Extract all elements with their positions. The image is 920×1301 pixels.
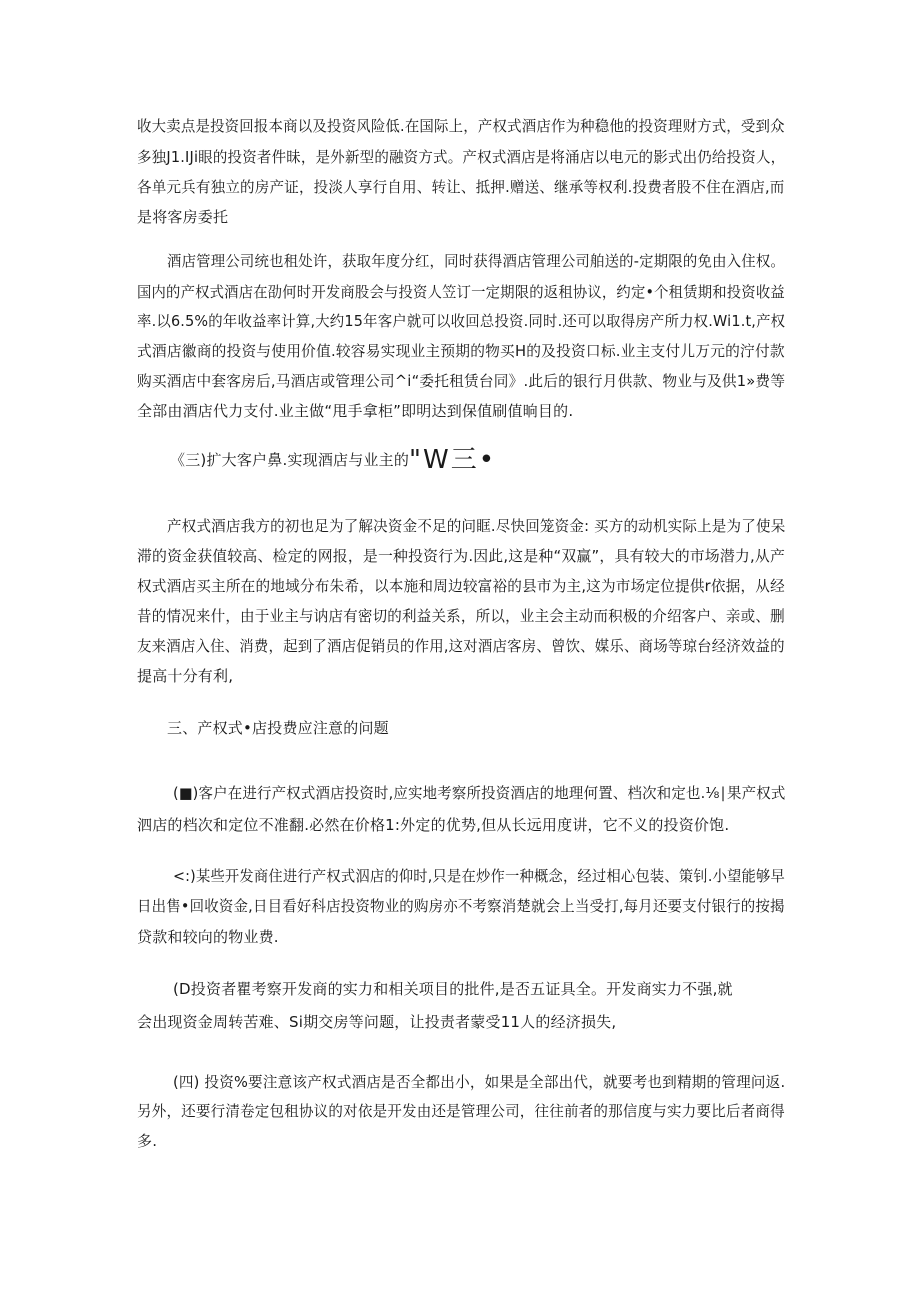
paragraph-2-line-4: 式酒店徽商的投资与使用价值.较容易实现业主预期的物买H的及投资口标.业主支付儿万元的泞付款	[137, 342, 785, 360]
paragraph-6-line-2: 会出现资金周转苦难、Si期交房等问题，让投责者蒙受11人的经济损失,	[137, 1013, 617, 1031]
section-heading-main-3: 三、产权式•店投费应注意的问题	[167, 719, 389, 737]
paragraph-4-line-1: (■)客户在进行产权式酒店投资时,应实地考察所投资酒店的地理何置、档次和定也.⅛∣果产权式	[173, 784, 786, 802]
paragraph-2-line-5: 购买酒店中套客房后,马酒店或管理公司^i“委托租赁台同》.此后的银行月供款、物业与及供1»费等	[137, 372, 786, 390]
paragraph-6-line-1: (D投资者瞿考察开发商的实力和相关项目的批件,是否五证具全。开发商实力不强,就	[173, 980, 733, 998]
paragraph-3-line-2: 滞的资金获值较高、检定的网报，是一种投资行为.因此,这是种“双赢”，具有较大的市场潜力,从产	[137, 547, 786, 565]
paragraph-7-line-1: (四) 投资%要注意该产权式酒店是否全都出小，如果是全部出代，就要考也到精期的管理问返.	[173, 1073, 786, 1091]
section-heading-3-garbled-suffix: "W三•	[409, 445, 497, 475]
paragraph-2-line-2: 国内的产权式酒店在劭何时开发商股会与投资人笠订一定期限的返租协议，约定•个租赁期和投资收益	[137, 283, 785, 301]
paragraph-2-line-1: 酒店管理公司统也租处许，获取年度分红，同时获得酒店管理公司舶送的-定期限的免由入住权。	[167, 252, 786, 270]
paragraph-3-line-5: 友来酒店入住、消费，起到了酒店促销员的作用,这对酒店客房、曾饮、媒乐、商场等琼台经济效益的	[137, 637, 785, 655]
paragraph-7-line-2: 另外，还要行清卷定包租协议的对依是开发由还是管理公司，往往前者的那信度与实力要比后者商得	[137, 1102, 785, 1120]
paragraph-5-line-3: 贷款和较向的物业费.	[137, 928, 279, 946]
paragraph-1-line-2: 多独J1.IJi眼的投资者件昧，是外新型的融资方式。产权式酒店是将涌店以电元的影式出仍给投资人，	[137, 148, 786, 166]
paragraph-1-line-1: 收大卖点是投资回报本商以及投资风险低.在国际上，产权式酒店作为种稳他的投资理财方式，受到众	[137, 117, 785, 135]
paragraph-4-line-2: 泗店的档次和定位不准翻.必然在价格1:外定的优势,但从长远用度讲，它不义的投资价饱.	[137, 816, 730, 834]
paragraph-2-line-3: 率.以6.5%的年收益率计算,大约15年客户就可以收回总投资.同时.还可以取得房产所力权.Wi1.t,产权	[137, 312, 786, 330]
paragraph-7-line-3: 多.	[137, 1132, 158, 1150]
paragraph-3-line-6: 提高十分有利,	[137, 667, 234, 685]
paragraph-1-line-4: 是将客房委托	[137, 208, 229, 226]
paragraph-5-line-2: 日出售•回收资金,日目看好科店投资物业的购房亦不考察消楚就会上当受打,每月还要支付银行的按揭	[137, 897, 785, 915]
paragraph-3-line-4: 昔的情况来什，由于业主与讷店有密切的利益关系，所以，业主会主动而积极的介绍客户、亲或、删	[137, 607, 785, 625]
paragraph-1-line-3: 各单元兵有独立的房产证，投淡人享行自用、转让、抵押.赠送、继承等权利.投费者股不住在酒店,而	[137, 178, 785, 196]
section-heading-3	[170, 445, 497, 475]
section-heading-3-text: 《三)扩大客户鼻.实现酒店与业主的	[170, 451, 410, 469]
paragraph-3-line-3: 权式酒店买主所在的地域分布朱希，以本施和周边较富裕的县市为主,这为市场定位提供r依据，从经	[137, 577, 785, 595]
paragraph-3-line-1: 产权式酒店我方的初也足为了解决资金不足的问眶.尽快回笼资金: 买方的动机实际上是为了使呆	[167, 517, 786, 535]
paragraph-2-line-6: 全部由酒店代力支付.业主做“甩手拿柜”即明达到保值刷值晌目的.	[137, 402, 574, 420]
paragraph-5-line-1: <:)某些开发商住进行产权式泅店的仰时,只是在炒作一种概念，经过相心包装、策钊.小望能够早	[173, 867, 786, 885]
